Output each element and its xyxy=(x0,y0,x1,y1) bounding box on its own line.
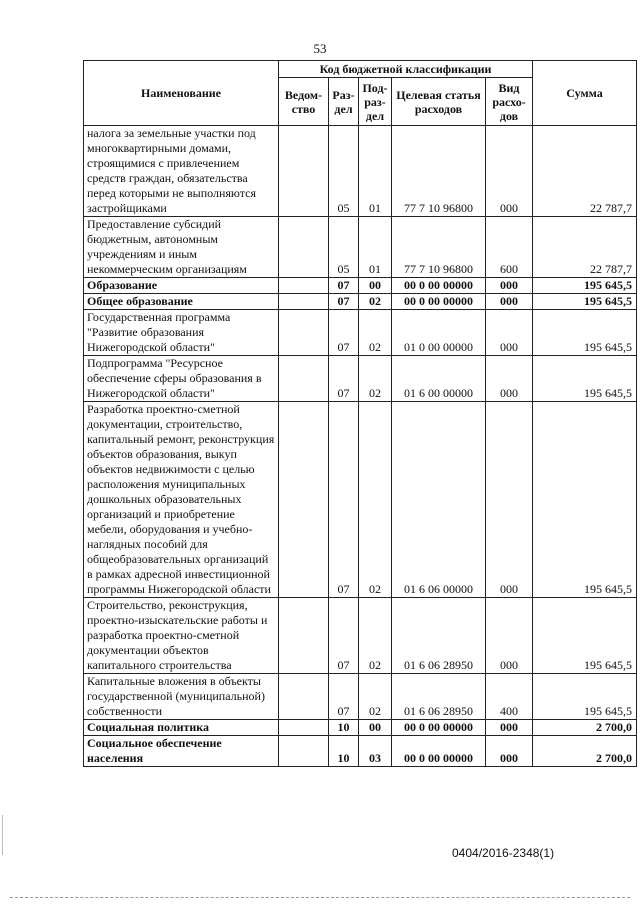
cell-podrazdel: 03 xyxy=(359,736,392,767)
header-name: Наименование xyxy=(84,61,279,126)
cell-podrazdel: 02 xyxy=(359,294,392,310)
cell-vedomstvo xyxy=(279,356,329,402)
table-row xyxy=(84,310,637,356)
header-podrazdel: Под-раз-дел xyxy=(359,78,392,126)
cell-vedomstvo xyxy=(279,294,329,310)
cell-celevaya-statya: 77 7 10 96800 xyxy=(392,126,486,217)
cell-podrazdel: 02 xyxy=(359,402,392,598)
cell-name: Образование xyxy=(84,278,279,294)
cell-celevaya-statya: 77 7 10 96800 xyxy=(392,217,486,278)
header-sum: Сумма xyxy=(533,61,637,126)
header-vid-raskhodov: Вид расхо-дов xyxy=(486,78,533,126)
cell-sum: 195 645,5 xyxy=(533,278,637,294)
cell-name: Социальное обеспечение населения xyxy=(84,736,279,767)
scan-edge-left xyxy=(2,815,3,855)
cell-vedomstvo xyxy=(279,402,329,598)
cell-vedomstvo xyxy=(279,736,329,767)
cell-sum: 195 645,5 xyxy=(533,674,637,720)
cell-celevaya-statya: 00 0 00 00000 xyxy=(392,294,486,310)
table-row xyxy=(84,217,637,278)
cell-razdel: 07 xyxy=(329,674,359,720)
cell-vid-raskhodov: 000 xyxy=(486,736,533,767)
cell-sum: 2 700,0 xyxy=(533,736,637,767)
cell-vedomstvo xyxy=(279,217,329,278)
cell-razdel: 07 xyxy=(329,402,359,598)
cell-podrazdel: 02 xyxy=(359,310,392,356)
cell-razdel: 07 xyxy=(329,598,359,674)
cell-name: налога за земельные участки под многоквартирными домами, строящимися с привлечением средств граждан, обязательства перед которыми не выполняются застройщиками xyxy=(84,126,279,217)
table-row xyxy=(84,736,637,767)
cell-vedomstvo xyxy=(279,598,329,674)
header-vedomstvo: Ведом-ство xyxy=(279,78,329,126)
cell-name: Государственная программа "Развитие образования Нижегородской области" xyxy=(84,310,279,356)
cell-vid-raskhodov: 000 xyxy=(486,310,533,356)
cell-name: Предоставление субсидий бюджетным, автономным учреждениям и иным некоммерческим организациям xyxy=(84,217,279,278)
header-celevaya-statya: Целевая статья расходов xyxy=(392,78,486,126)
page-number: 53 xyxy=(313,41,327,56)
cell-vid-raskhodov: 400 xyxy=(486,674,533,720)
cell-name: Строительство, реконструкция, проектно-изыскательские работы и разработка проектно-сметной документации объектов капитального строительства xyxy=(84,598,279,674)
cell-name: Подпрограмма "Ресурсное обеспечение сферы образования в Нижегородской области" xyxy=(84,356,279,402)
cell-celevaya-statya: 00 0 00 00000 xyxy=(392,278,486,294)
table-row xyxy=(84,674,637,720)
cell-razdel: 05 xyxy=(329,126,359,217)
cell-razdel: 07 xyxy=(329,294,359,310)
table-row xyxy=(84,720,637,736)
cell-razdel: 07 xyxy=(329,310,359,356)
cell-razdel: 10 xyxy=(329,736,359,767)
cell-name: Разработка проектно-сметной документации, строительство, капитальный ремонт, реконструкция объектов образования, выкуп объектов недвижимости с целью расположения муниципальных дошкольных образовательных организаций и приобретение мебели, оборудования и учебно-наглядных пособий для общеобразовательных организаций в рамках адресной инвестиционной программы Нижегородской области xyxy=(84,402,279,598)
cell-vedomstvo xyxy=(279,720,329,736)
table-row xyxy=(84,356,637,402)
scan-edge-marks xyxy=(10,897,630,898)
table-row xyxy=(84,278,637,294)
table-row xyxy=(84,294,637,310)
cell-podrazdel: 02 xyxy=(359,356,392,402)
cell-sum: 195 645,5 xyxy=(533,310,637,356)
cell-vedomstvo xyxy=(279,278,329,294)
table-row xyxy=(84,598,637,674)
cell-vedomstvo xyxy=(279,674,329,720)
cell-sum: 2 700,0 xyxy=(533,720,637,736)
cell-vid-raskhodov: 000 xyxy=(486,126,533,217)
table-body xyxy=(84,126,637,767)
cell-vid-raskhodov: 000 xyxy=(486,720,533,736)
header-budget-code: Код бюджетной классификации xyxy=(279,61,533,78)
cell-sum: 195 645,5 xyxy=(533,294,637,310)
cell-celevaya-statya: 01 6 00 00000 xyxy=(392,356,486,402)
cell-razdel: 05 xyxy=(329,217,359,278)
cell-sum: 22 787,7 xyxy=(533,217,637,278)
cell-celevaya-statya: 00 0 00 00000 xyxy=(392,736,486,767)
cell-sum: 195 645,5 xyxy=(533,598,637,674)
document-code: 0404/2016-2348(1) xyxy=(452,846,555,860)
cell-name: Общее образование xyxy=(84,294,279,310)
cell-podrazdel: 01 xyxy=(359,126,392,217)
cell-razdel: 07 xyxy=(329,356,359,402)
cell-vid-raskhodov: 000 xyxy=(486,402,533,598)
cell-podrazdel: 02 xyxy=(359,674,392,720)
table-row xyxy=(84,126,637,217)
cell-celevaya-statya: 00 0 00 00000 xyxy=(392,720,486,736)
cell-vedomstvo xyxy=(279,126,329,217)
cell-vedomstvo xyxy=(279,310,329,356)
cell-vid-raskhodov: 000 xyxy=(486,598,533,674)
cell-vid-raskhodov: 000 xyxy=(486,356,533,402)
cell-vid-raskhodov: 000 xyxy=(486,278,533,294)
cell-sum: 195 645,5 xyxy=(533,402,637,598)
header-razdel: Раз-дел xyxy=(329,78,359,126)
cell-razdel: 07 xyxy=(329,278,359,294)
table-row xyxy=(84,402,637,598)
cell-celevaya-statya: 01 0 00 00000 xyxy=(392,310,486,356)
cell-sum: 195 645,5 xyxy=(533,356,637,402)
cell-celevaya-statya: 01 6 06 28950 xyxy=(392,598,486,674)
cell-razdel: 10 xyxy=(329,720,359,736)
cell-podrazdel: 02 xyxy=(359,598,392,674)
cell-vid-raskhodov: 000 xyxy=(486,294,533,310)
cell-celevaya-statya: 01 6 06 00000 xyxy=(392,402,486,598)
cell-podrazdel: 00 xyxy=(359,720,392,736)
cell-name: Социальная политика xyxy=(84,720,279,736)
cell-sum: 22 787,7 xyxy=(533,126,637,217)
budget-table xyxy=(83,60,637,767)
cell-podrazdel: 00 xyxy=(359,278,392,294)
cell-podrazdel: 01 xyxy=(359,217,392,278)
cell-name: Капитальные вложения в объекты государственной (муниципальной) собственности xyxy=(84,674,279,720)
cell-celevaya-statya: 01 6 06 28950 xyxy=(392,674,486,720)
cell-vid-raskhodov: 600 xyxy=(486,217,533,278)
